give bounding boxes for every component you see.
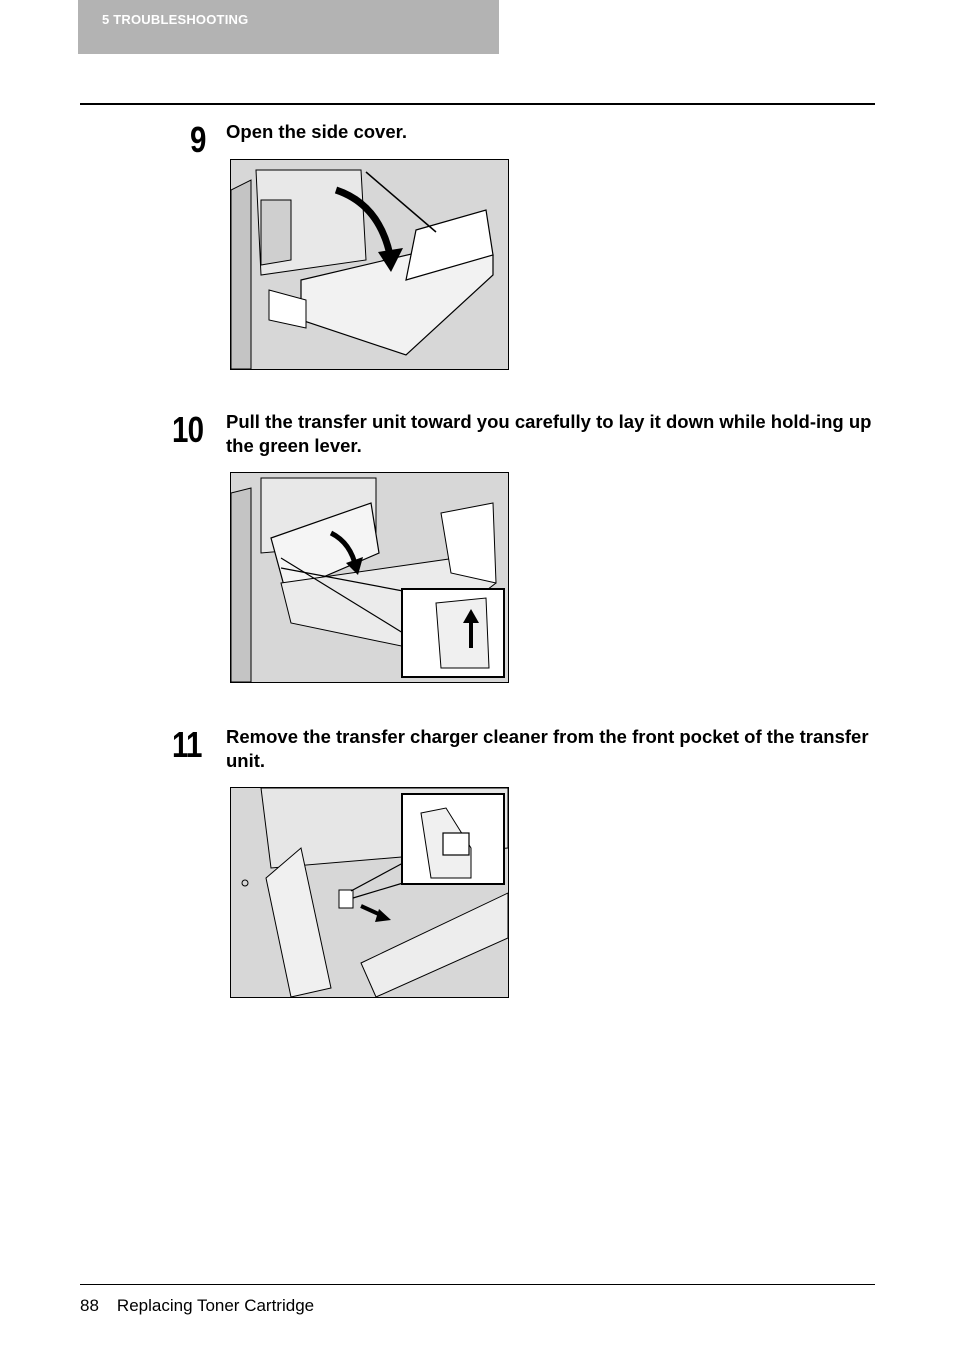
chapter-tab [78, 0, 499, 54]
charger-cleaner-drawing [231, 788, 508, 997]
transfer-unit-illustration [230, 472, 509, 683]
step-number: 10 [172, 409, 204, 450]
page-footer [80, 1296, 314, 1316]
step-number: 11 [172, 724, 202, 765]
chapter-label: 5 TROUBLESHOOTING [102, 12, 249, 27]
step-instruction: Remove the transfer charger cleaner from the front pocket of the transfer unit. [226, 726, 869, 771]
step-instruction: Pull the transfer unit toward you carefully to lay it down while hold-ing up the green lever. [226, 411, 872, 456]
step-number: 9 [190, 119, 206, 160]
transfer-unit-drawing [231, 473, 508, 682]
charger-cleaner-illustration [230, 787, 509, 998]
header-rule [80, 103, 875, 105]
printer-side-cover-drawing [231, 160, 508, 369]
side-cover-illustration [230, 159, 509, 370]
step-instruction: Open the side cover. [226, 121, 407, 142]
footer-rule [80, 1284, 875, 1285]
section-title: Replacing Toner Cartridge [116, 1296, 315, 1315]
page-number: 88 [80, 1296, 99, 1315]
